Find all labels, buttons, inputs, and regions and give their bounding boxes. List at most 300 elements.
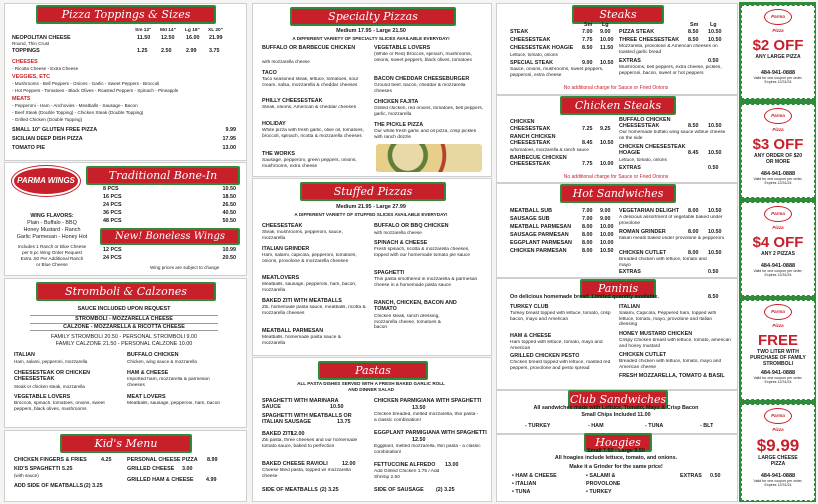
steak-left-3-lg: 11.50 [600, 45, 614, 51]
wing-item-2: 16 PCS [103, 194, 122, 200]
kids-left-2-desc: (with sauce) [14, 473, 39, 478]
hot-left-1-lg: 9.00 [600, 208, 611, 214]
pasta-right-1-desc: Chicken breaded, melted mozzarella, thin pasta - a classic combination! [374, 412, 479, 423]
kids-right-3: GRILLED HAM & CHEESE [127, 477, 194, 483]
steak-right-1: PIZZA STEAK [619, 29, 655, 35]
hot-right-3: CHICKEN CUTLET [619, 250, 667, 256]
hot-left-2-lg: 9.00 [600, 216, 611, 222]
size-header-4: XL 20" [208, 28, 223, 33]
panini-left-2-desc: Ham topped with lettuce, tomato, mayo and American [510, 340, 603, 351]
wing-flavors-3: Garlic Parmesan - Honey Hot [16, 234, 88, 240]
pasta-right-3: FETTUCCINE ALFREDO [374, 462, 436, 468]
chicken-left-3-sm: 8.45 [582, 140, 593, 146]
stromboli-left-1: ITALIAN [14, 352, 35, 358]
steak-right-3: EXTRAS [619, 58, 641, 64]
wing-item-5: 48 PCS [103, 218, 122, 224]
pasta-left-4-desc: Cheese filled pasta, topped w/ mozzarella cheese [262, 468, 351, 479]
club-chips: Small Chips Included 11.00 [581, 412, 651, 418]
hot-right-4-lg: 0.50 [708, 269, 719, 275]
extra-item-2: SICILIAN DEEP DISH PIZZA [12, 136, 83, 142]
panini-right-4: FRESH MOZZARELLA, TOMATO & BASIL [619, 373, 725, 379]
chicken-right-2-sm: 8.45 [688, 150, 699, 156]
chicken-right-1-desc: Our homemade buffalo wing sauce w/blue cheese on the side [619, 130, 726, 141]
kids-left-3: ADD SIDE OF MEATBALLS [14, 483, 84, 489]
hot-left-4-sm: 8.00 [582, 232, 593, 238]
top-price-1: 1.25 [137, 48, 148, 54]
wing-note-1: Includes 1 Ranch or Blue Cheese [17, 244, 87, 249]
specialty-right-3-desc: Grilled chicken, red onions, tomatoes, bell peppers, garlic, mozzarella [374, 106, 484, 117]
stromboli-left-3: VEGETABLE LOVERS [14, 394, 71, 400]
coupon-logo: Parma Pizza [764, 304, 792, 320]
pastas-note-2: AND DINNER SALAD [348, 387, 394, 392]
kids-right-2-price: 3.00 [182, 466, 193, 472]
coupon-logo: Parma Pizza [764, 9, 792, 25]
specialty-left-3-desc: Steak, onions, American & cheddar cheeses [262, 105, 357, 110]
toppings-label: TOPPINGS [12, 48, 40, 54]
neo-label: NEOPOLITAN CHEESE [12, 35, 71, 41]
panini-right-2: HONEY MUSTARD CHICKEN [619, 331, 693, 337]
coupon-4[interactable] [741, 300, 815, 400]
panini-left-3-desc: Chicken breast topped with lettuce, roasted red peppers, provolone and pesto spread [510, 360, 611, 371]
hoagie-col1-2: • ITALIAN [512, 481, 537, 487]
stromboli-title: Stromboli & Calzones [36, 282, 216, 301]
hot-left-1: MEATBALL SUB [510, 208, 553, 214]
coupon-2-phone: 484-941-0888 [760, 171, 796, 177]
club-item-2: - HAM [588, 423, 604, 429]
extra-price-3: 13.00 [222, 145, 236, 151]
veggies-list-1: - Mushrooms - Bell Peppers - Onions - Garlic - Sweet Peppers - Broccoli [12, 81, 160, 86]
panini-left-1: TURKEY CLUB [510, 304, 549, 310]
steak-left-4-lg: 10.50 [600, 60, 614, 66]
wing-note-4: or Blue Cheese [36, 262, 68, 267]
hoagies-title: Hoagies [584, 433, 652, 452]
wing-price-1: 10.50 [222, 186, 236, 192]
chicken-left-2-sm: 7.25 [582, 126, 593, 132]
coupon-3-offer: $4 OFF [752, 234, 804, 251]
stuffed-right-3: SPAGHETTI [374, 270, 405, 276]
pasta-left-3: BAKED ZITI [262, 431, 293, 437]
stuffed-left-5-desc: Meatballs, homemade pasta sauce & mozzarella [262, 335, 341, 346]
stuffed-left-2-desc: Ham, salami, capicola, pepperoni, tomatoes, onions, provolone & mozzarella cheeses [262, 253, 357, 264]
veggies-list-2: - Hot Peppers - Tomatoes - Black Olives - Roasted Peppers - Spinach - Pineapple [12, 88, 179, 93]
specialty-left-1: BUFFALO OR BARBECUE CHICKEN [262, 45, 356, 51]
wing-price-5: 50.50 [222, 218, 236, 224]
stromboli-right-1-desc: Chicken, wing sauce & mozzarella [127, 359, 197, 364]
wing-note-3: Extra .50 Per Additional Ranch [20, 256, 84, 261]
steak-left-3: CHEESESTEAK HOAGIE [510, 45, 574, 51]
coupon-logo: Parma Pizza [764, 206, 792, 222]
extra-price-2: 17.95 [222, 136, 236, 142]
stromboli-right-3-desc: Meatballs, sausage, pepperoni, ham, bacon [127, 401, 221, 406]
hot-left-5-lg: 10.00 [600, 240, 614, 246]
boneless-note: Wing prices are subject to change [150, 265, 220, 270]
wing-flavors-heading: WING FLAVORS: [30, 213, 74, 219]
wing-flavors-1: Plain - Buffalo - BBQ [27, 220, 77, 226]
hoagies-extras-price: 0.50 [710, 473, 721, 479]
steak-right-3-lg: 0.50 [708, 58, 719, 64]
hot-right-1-lg: 10.50 [708, 208, 722, 214]
kids-right-1-price: 8.99 [207, 457, 218, 463]
pasta-right-2: EGGPLANT PARMIGIANA WITH SPAGHETTI [374, 430, 487, 436]
chicken-right-1-sm: 8.50 [688, 123, 699, 129]
coupon-logo: Parma Pizza [764, 108, 792, 124]
stuffed-right-3-desc: Thin pasta smothered in mozzarella & parmesan cheese in a homemade pasta sauce [374, 277, 478, 288]
pasta-left-4-price: 12.00 [342, 461, 356, 467]
specialty-left-3: PHILLY CHEESESTEAK [262, 98, 323, 104]
wing-item-4: 36 PCS [103, 210, 122, 216]
hot-right-3-sm: 8.00 [688, 250, 699, 256]
specialty-right-2: BACON CHEDDAR CHEESEBURGER [374, 76, 470, 82]
specialty-right-3: CHICKEN FAJITA [374, 99, 419, 105]
hot-left-1-sm: 7.00 [582, 208, 593, 214]
pasta-left-2: SPAGHETTI WITH MEATBALLS OR ITALIAN SAUSAGE [262, 413, 352, 426]
steak-left-2: CHEESESTEAK [510, 37, 551, 43]
steak-left-4-desc: Sauce, onions, mushrooms, sweet peppers, pepperoni, extra cheese [510, 67, 604, 78]
pasta-left-1: SPAGHETTI WITH MARINARA SAUCE [262, 398, 339, 411]
kids-left-1: CHICKEN FINGERS & FRIES [14, 457, 87, 463]
specialty-right-4: THE PICKLE PIZZA [374, 122, 424, 128]
panini-left-2: HAM & CHEESE [510, 333, 552, 339]
pasta-left-3-desc: Ziti pasta, three cheeses and our homemade tomato sauce, baked to perfection [262, 438, 358, 449]
chicken-right-3-lg: 0.50 [708, 165, 719, 171]
cheeses-list: - Ricotta Cheese - Extra Cheese [12, 66, 79, 71]
coupon-1-desc: ANY LARGE PIZZA [755, 54, 801, 60]
club-item-4: - BLT [700, 423, 714, 429]
steak-left-3-sm: 8.50 [582, 45, 593, 51]
hot-left-6-lg: 10.50 [600, 248, 614, 254]
specialty-prices: Medium 17.95 - Large 21.50 [336, 28, 406, 34]
hot-left-6: CHICKEN PARMESAN [510, 248, 567, 254]
coupon-4-fine: Valid for one coupon per order, Expires 12/31/24 [753, 376, 803, 385]
specialty-right-2-desc: Ground beef, bacon, cheddar & mozzarella cheeses [374, 83, 466, 94]
pasta-right-2-desc: Eggplant, melted mozzarella, thin pasta - a classic combination! [374, 444, 481, 455]
neo-price-2: 12.50 [161, 35, 175, 41]
kids-title: Kid's Menu [60, 434, 192, 453]
extra-item-1: SMALL 10" GLUTEN FREE PIZZA [12, 127, 98, 133]
steak-left-1: STEAK [510, 29, 529, 35]
meats-list-1: - Pepperoni - Ham - Anchovies - Meatballs - Sausage - Bacon [12, 103, 138, 108]
kids-right-1: PERSONAL CHEESE PIZZA [127, 457, 198, 463]
chicken-left-4: BARBECUE CHICKEN CHEESESTEAK [510, 155, 567, 168]
club-item-1: - TURKEY [525, 423, 551, 429]
wing-price-3: 26.50 [222, 202, 236, 208]
top-price-3: 2.99 [186, 48, 197, 54]
stromboli-right-3: MEAT LOVERS [127, 394, 166, 400]
kids-left-2-price: 5.25 [62, 466, 73, 472]
stuffed-right-4: RANCH, CHICKEN, BACON AND TOMATO [374, 300, 457, 313]
hoagies-prices: Small 7.50 - Large 9.50 [587, 448, 645, 454]
stromboli-left-2-desc: Steak or chicken steak, mozzarella [14, 384, 85, 389]
stuffed-left-3-desc: Meatballs, sausage, pepperoni, ham, bacon, mozzarella [262, 282, 357, 293]
chicken-right-2-desc: Lettuce, tomato, onions [619, 157, 667, 162]
steak-left-3-desc: Lettuce, tomato, onions [510, 52, 558, 57]
specialty-right-1: VEGETABLE LOVERS [374, 45, 431, 51]
paninis-price: 8.50 [708, 294, 719, 300]
hot-right-2-desc: Italian meats baked under provolone & pepperoni [619, 236, 724, 241]
hot-right-2-sm: 8.00 [688, 229, 699, 235]
hot-left-3: MEATBALL PARMESAN [510, 224, 572, 230]
steak-left-1-sm: 7.00 [582, 29, 593, 35]
steak-right-2-desc: Mozzarella, provolone & American cheeses on toasted garlic bread [619, 44, 718, 55]
wing-item-1: 8 PCS [103, 186, 119, 192]
size-header-2: Md 14" [160, 28, 176, 33]
wing-price-2: 18.50 [222, 194, 236, 200]
pasta-left-2-price: 13.75 [337, 419, 351, 425]
steaks-lg-left: Lg [602, 22, 609, 28]
stuffed-right-2: SPINACH & CHEESE [374, 240, 428, 246]
hot-right-4: EXTRAS [619, 269, 641, 275]
chicken-left-1: CHICKEN [510, 119, 535, 125]
stromboli-left-3-desc: Broccoli, spinach, tomatoes, onions, sweet peppers, black olives, mushrooms [14, 401, 105, 412]
extra-price-1: 9.99 [225, 127, 236, 133]
steak-left-1-lg: 9.00 [600, 29, 611, 35]
steaks-sm-left: Sm [584, 22, 593, 28]
pizza-photo [376, 144, 482, 172]
pasta-right-4: SIDE OF SAUSAGE [374, 487, 424, 493]
steak-right-3-desc: Mushrooms, bell peppers, extra cheese, pickles, pepperoni, bacon, sweet or hot peppers [619, 65, 722, 76]
coupon-logo: Parma Pizza [764, 408, 792, 424]
panini-right-3-desc: Breaded chicken with lettuce, tomato, mayo and American cheese [619, 359, 722, 370]
stuffed-left-5: MEATBALL PARMESAN [262, 328, 324, 334]
pasta-right-3-price: 13.00 [445, 462, 459, 468]
chicken-left-2-lg: 9.25 [600, 126, 611, 132]
stromboli-left-2: CHEESESTEAK OR CHICKEN CHEESESTEAK [14, 370, 91, 383]
club-item-3: - TUNA [645, 423, 664, 429]
pastas-note-1: ALL PASTA DISHES SERVED WITH A FRESH BAKED GARLIC ROLL [297, 381, 445, 386]
steak-right-1-lg: 10.50 [708, 29, 722, 35]
neo-price-3: 16.00 [186, 35, 200, 41]
hot-left-2-sm: 7.00 [582, 216, 593, 222]
pastas-title: Pastas [318, 361, 428, 380]
specialty-left-5: THE WORKS [262, 151, 295, 157]
chicken-left-3: RANCH CHICKEN CHEESESTEAK [510, 134, 556, 147]
wing-item-3: 24 PCS [103, 202, 122, 208]
steak-right-2: THREE CHEESESTEAK [619, 37, 680, 43]
hot-right-1-sm: 8.00 [688, 208, 699, 214]
panini-right-1: ITALIAN [619, 304, 640, 310]
specialty-left-2: TACO [262, 70, 277, 76]
steak-right-1-sm: 8.50 [688, 29, 699, 35]
coupon-5-fine: Valid for one coupon per order, Expires 12/31/24 [753, 479, 803, 488]
meats-list-3: - Grilled Chicken (Double Topping) [12, 117, 83, 122]
boneless-item-1: 12 PCS [103, 247, 122, 253]
coupon-5[interactable] [741, 404, 815, 501]
wings-logo: PARMA WINGS [12, 166, 80, 196]
pasta-right-3-desc: Add Grilled Chicken 1.75 / Add Shrimp 2.50 [374, 469, 440, 480]
hot-left-4: SAUSAGE PARMESAN [510, 232, 569, 238]
hoagie-col2-2: PROVOLONE [586, 481, 621, 487]
stuffed-right-1-desc: with mozzarella cheese [374, 230, 422, 235]
top-price-4: 3.75 [209, 48, 220, 54]
pasta-right-1: CHICKEN PARMIGIANA WITH SPAGHETTI [374, 398, 482, 404]
stromboli-line2: CALZONE - MOZZARELLA & RICOTTA CHEESE [30, 323, 218, 331]
steaks-note: No additional charge for Sauce or Fried Onions [563, 85, 669, 91]
chicken-left-3-desc: w/tomatoes, mozzarella & ranch sauce [510, 147, 589, 152]
neo-price-4: 21.99 [209, 35, 223, 41]
hot-right-1: VEGETARIAN DELIGHT [619, 208, 680, 214]
steak-left-4-sm: 9.00 [582, 60, 593, 66]
panini-right-1-desc: Salami, Capicola, Peppered ham, topped with lettuce, tomato, mayo, provolone and Italian dressing [619, 311, 717, 328]
coupon-4-offer: FREE [757, 332, 798, 349]
stuffed-note: A DIFFERENT VARIETY OF STUFFED SLICES AVAILABLE EVERYDAY! [294, 212, 448, 217]
hot-right-2: ROMAN GRINDER [619, 229, 666, 235]
stuffed-left-4-desc: Ziti, homemade pasta sauce, meatballs, ricotta & mozzarella cheeses [262, 305, 366, 316]
club-title: Club Sandwiches [568, 390, 668, 409]
stuffed-left-1: CHEESESTEAK [262, 223, 303, 229]
coupon-1[interactable] [741, 5, 815, 99]
hot-right-2-lg: 10.50 [708, 229, 722, 235]
stuffed-right-4-desc: Chicken steak, ranch dressing, mozzarella cheese, tomatoes & bacon [374, 314, 441, 331]
kids-right-2: GRILLED CHEESE [127, 466, 175, 472]
stromboli-sauce: SAUCE INCLUDED UPON REQUEST [77, 306, 171, 312]
coupon-1-phone: 484-941-0888 [760, 70, 796, 76]
pasta-right-1-price: 13.50 [412, 405, 426, 411]
meats-list-2: - Beef Steak (Double Topping) - Chicken Steak (Double Topping) [12, 110, 144, 115]
hot-left-4-lg: 10.00 [600, 232, 614, 238]
hot-title: Hot Sandwiches [560, 184, 676, 203]
wing-flavors-2: Honey Mustard - Ranch [23, 227, 81, 233]
hoagie-col1-3: • TUNA [512, 489, 531, 495]
specialty-left-5-desc: Sausage, pepperoni, green peppers, onions, mushrooms, extra cheese [262, 158, 357, 169]
panini-right-2-desc: Crispy Chicken breast with lettuce, tomato, american and honey mustard [619, 338, 731, 349]
hoagies-extras: EXTRAS [680, 473, 702, 479]
chicken-left-2: CHEESESTEAK [510, 126, 551, 132]
steak-left-2-lg: 10.00 [600, 37, 614, 43]
coupon-1-fine: Valid for one coupon per order, Expires 12/31/24 [753, 76, 803, 85]
stuffed-left-3: MEATLOVERS [262, 275, 300, 281]
coupon-4-phone: 484-941-0888 [760, 370, 796, 376]
steak-left-4: SPECIAL STEAK [510, 60, 554, 66]
specialty-note: A DIFFERENT VARIETY OF SPECIALTY SLICES AVAILABLE EVERYDAY! [292, 36, 450, 41]
hot-left-3-lg: 10.00 [600, 224, 614, 230]
hoagie-col2-3: • TURKEY [586, 489, 612, 495]
neo-price-1: 11.50 [137, 35, 151, 41]
coupon-4-desc: TWO LITER WITH PURCHASE OF FAMILY STROMBOLI [750, 349, 806, 367]
wing-note-2: per 8 pc Wing Order Request [22, 250, 82, 255]
panini-left-3: GRILLED CHICKEN PESTO [510, 353, 580, 359]
stuffed-right-1: BUFFALO OR BBQ CHICKEN [374, 223, 449, 229]
kids-left-3-price: (2) 3.25 [84, 483, 103, 489]
coupon-3-desc: ANY 2 PIZZAS [761, 251, 795, 257]
steaks-sm-right: Sm [690, 22, 699, 28]
pasta-left-1-price: 10.50 [330, 404, 344, 410]
coupon-2-offer: $3 OFF [752, 136, 804, 153]
specialty-right-4-desc: Our white fresh garlic and oil pizza, crisp pickles with ranch drizzle [374, 129, 477, 140]
chicken-right-2: CHICKEN CHEESESTEAK HOAGIE [619, 144, 686, 157]
meats-heading: MEATS [12, 96, 31, 102]
hot-left-6-sm: 8.00 [582, 248, 593, 254]
boneless-price-1: 10.99 [222, 247, 236, 253]
wings-title: Traditional Bone-In [86, 166, 240, 185]
kids-left-1-price: 4.25 [101, 457, 112, 463]
coupon-5-phone: 484-941-0888 [760, 473, 796, 479]
wing-price-4: 40.50 [222, 210, 236, 216]
coupon-3[interactable] [741, 202, 815, 296]
specialty-left-4-desc: White pizza with fresh garlic, olive oil, tomatoes, broccoli, spinach, ricotta & mozzarella cheeses [262, 128, 364, 139]
size-header-3: Lg 16" [185, 28, 200, 33]
kids-left-2: KID'S SPAGHETTI [14, 466, 61, 472]
coupon-2-fine: Valid for one coupon per order, Expires 12/31/24 [753, 177, 803, 186]
stuffed-title: Stuffed Pizzas [300, 182, 446, 201]
neo-sub: Round, Thin Crust [12, 41, 50, 46]
veggies-heading: VEGGIES, ETC [12, 74, 51, 80]
stromboli-prices-2: FAMILY CALZONE 21.50 - PERSONAL CALZONE 10.00 [55, 341, 193, 347]
coupon-3-phone: 484-941-0888 [760, 263, 796, 269]
paninis-intro: On delicious homemade bread. Limited quantity available. [510, 294, 659, 300]
pasta-left-5-price: (2) 3.25 [320, 487, 339, 493]
steak-right-2-lg: 10.50 [708, 37, 722, 43]
stromboli-prices-1: FAMILY STROMBOLI 20.50 - PERSONAL STROMBOLI 9.00 [50, 334, 198, 340]
hot-right-3-desc: Breaded chicken with lettuce, tomato and mayo [619, 257, 707, 268]
panini-left-1-desc: Turkey breast topped with lettuce, tomato, crisp bacon, mayo and American [510, 311, 611, 322]
hot-right-3-lg: 10.50 [708, 250, 722, 256]
boneless-price-2: 20.50 [222, 255, 236, 261]
specialty-left-1-desc: with mozzarella cheese [262, 59, 310, 64]
club-intro: All sandwiches made with Lettuce, Tomato, Mayo & Crisp Bacon [533, 405, 699, 411]
stuffed-right-2-desc: Fresh spinach, ricotta & mozzarella cheeses, topped with our homemade tomato pie sauce [374, 247, 470, 258]
stuffed-left-1-desc: Steak, mushrooms, pepperoni, sauce, mozzarella [262, 230, 343, 241]
hoagie-col1-1: • HAM & CHEESE [512, 473, 557, 479]
coupon-2-desc: ANY ORDER OF $20 OR MORE [754, 153, 802, 165]
coupon-5-offer: $9.99 [756, 436, 800, 455]
specialty-title: Specialty Pizzas [290, 7, 456, 26]
top-price-2: 2.50 [161, 48, 172, 54]
hot-left-5-sm: 8.00 [582, 240, 593, 246]
pasta-right-4-price: (2) 3.25 [436, 487, 455, 493]
specialty-left-4: HOLIDAY [262, 121, 286, 127]
coupon-3-fine: Valid for one coupon per order, Expires 12/31/24 [753, 269, 803, 278]
cheeses-heading: CHEESES [12, 59, 38, 65]
boneless-item-2: 24 PCS [103, 255, 122, 261]
stuffed-left-2: ITALIAN GRINDER [262, 246, 310, 252]
pasta-left-5: SIDE OF MEATBALLS [262, 487, 318, 493]
chicken-left-4-sm: 7.75 [582, 161, 593, 167]
kids-right-3-price: 4.99 [206, 477, 217, 483]
hoagie-col2-1: • SALAMI & [586, 473, 616, 479]
steak-left-2-sm: 7.75 [582, 37, 593, 43]
specialty-left-2-desc: Taco seasoned steak, lettuce, tomatoes, sour cream, salsa, mozzarella & cheddar cheeses [262, 77, 359, 88]
steak-right-2-sm: 8.50 [688, 37, 699, 43]
stromboli-left-1-desc: Ham, salami, pepperoni, mozzarella [14, 359, 88, 364]
coupon-2[interactable] [741, 104, 815, 198]
pasta-left-4: BAKED CHEESE RAVIOLI [262, 461, 328, 467]
extra-item-3: TOMATO PIE [12, 145, 45, 151]
coupon-1-offer: $2 OFF [752, 37, 804, 54]
steaks-title: Steaks [572, 5, 664, 24]
hoagies-intro: All hoagies include lettuce, tomato, and onions. [554, 455, 678, 461]
chicken-right-1-lg: 10.50 [708, 123, 722, 129]
hot-left-2: SAUSAGE SUB [510, 216, 550, 222]
chicken-right-1: BUFFALO CHICKEN CHEESESTEAK [619, 117, 671, 130]
chicken-left-3-lg: 10.50 [600, 140, 614, 146]
size-header-1: Sm 12" [135, 28, 152, 33]
stuffed-prices: Medium 21.95 - Large 27.99 [336, 204, 406, 210]
stromboli-right-2-desc: Imported ham, mozzarella & parmesan cheeses [127, 377, 210, 388]
chicken-note: No additional charge for Sauce or Fried Onions [563, 174, 669, 180]
pasta-left-3-price: 12.00 [291, 431, 305, 437]
panini-right-3: CHICKEN CUTLET [619, 352, 667, 358]
stromboli-line1: STROMBOLI - MOZZARELLA CHEESE [30, 315, 218, 322]
stuffed-left-4: BAKED ZITI WITH MEATBALLS [262, 298, 342, 304]
stromboli-right-1: BUFFALO CHICKEN [127, 352, 179, 358]
chicken-left-4-lg: 10.00 [600, 161, 614, 167]
pasta-right-2-price: 12.50 [412, 437, 426, 443]
hot-left-5: EGGPLANT PARMESAN [510, 240, 572, 246]
paninis-title: Paninis [580, 279, 656, 298]
coupon-5-desc: LARGE CHEESE PIZZA [758, 455, 798, 467]
boneless-title: New! Boneless Wings [100, 228, 240, 245]
hot-left-3-sm: 8.00 [582, 224, 593, 230]
